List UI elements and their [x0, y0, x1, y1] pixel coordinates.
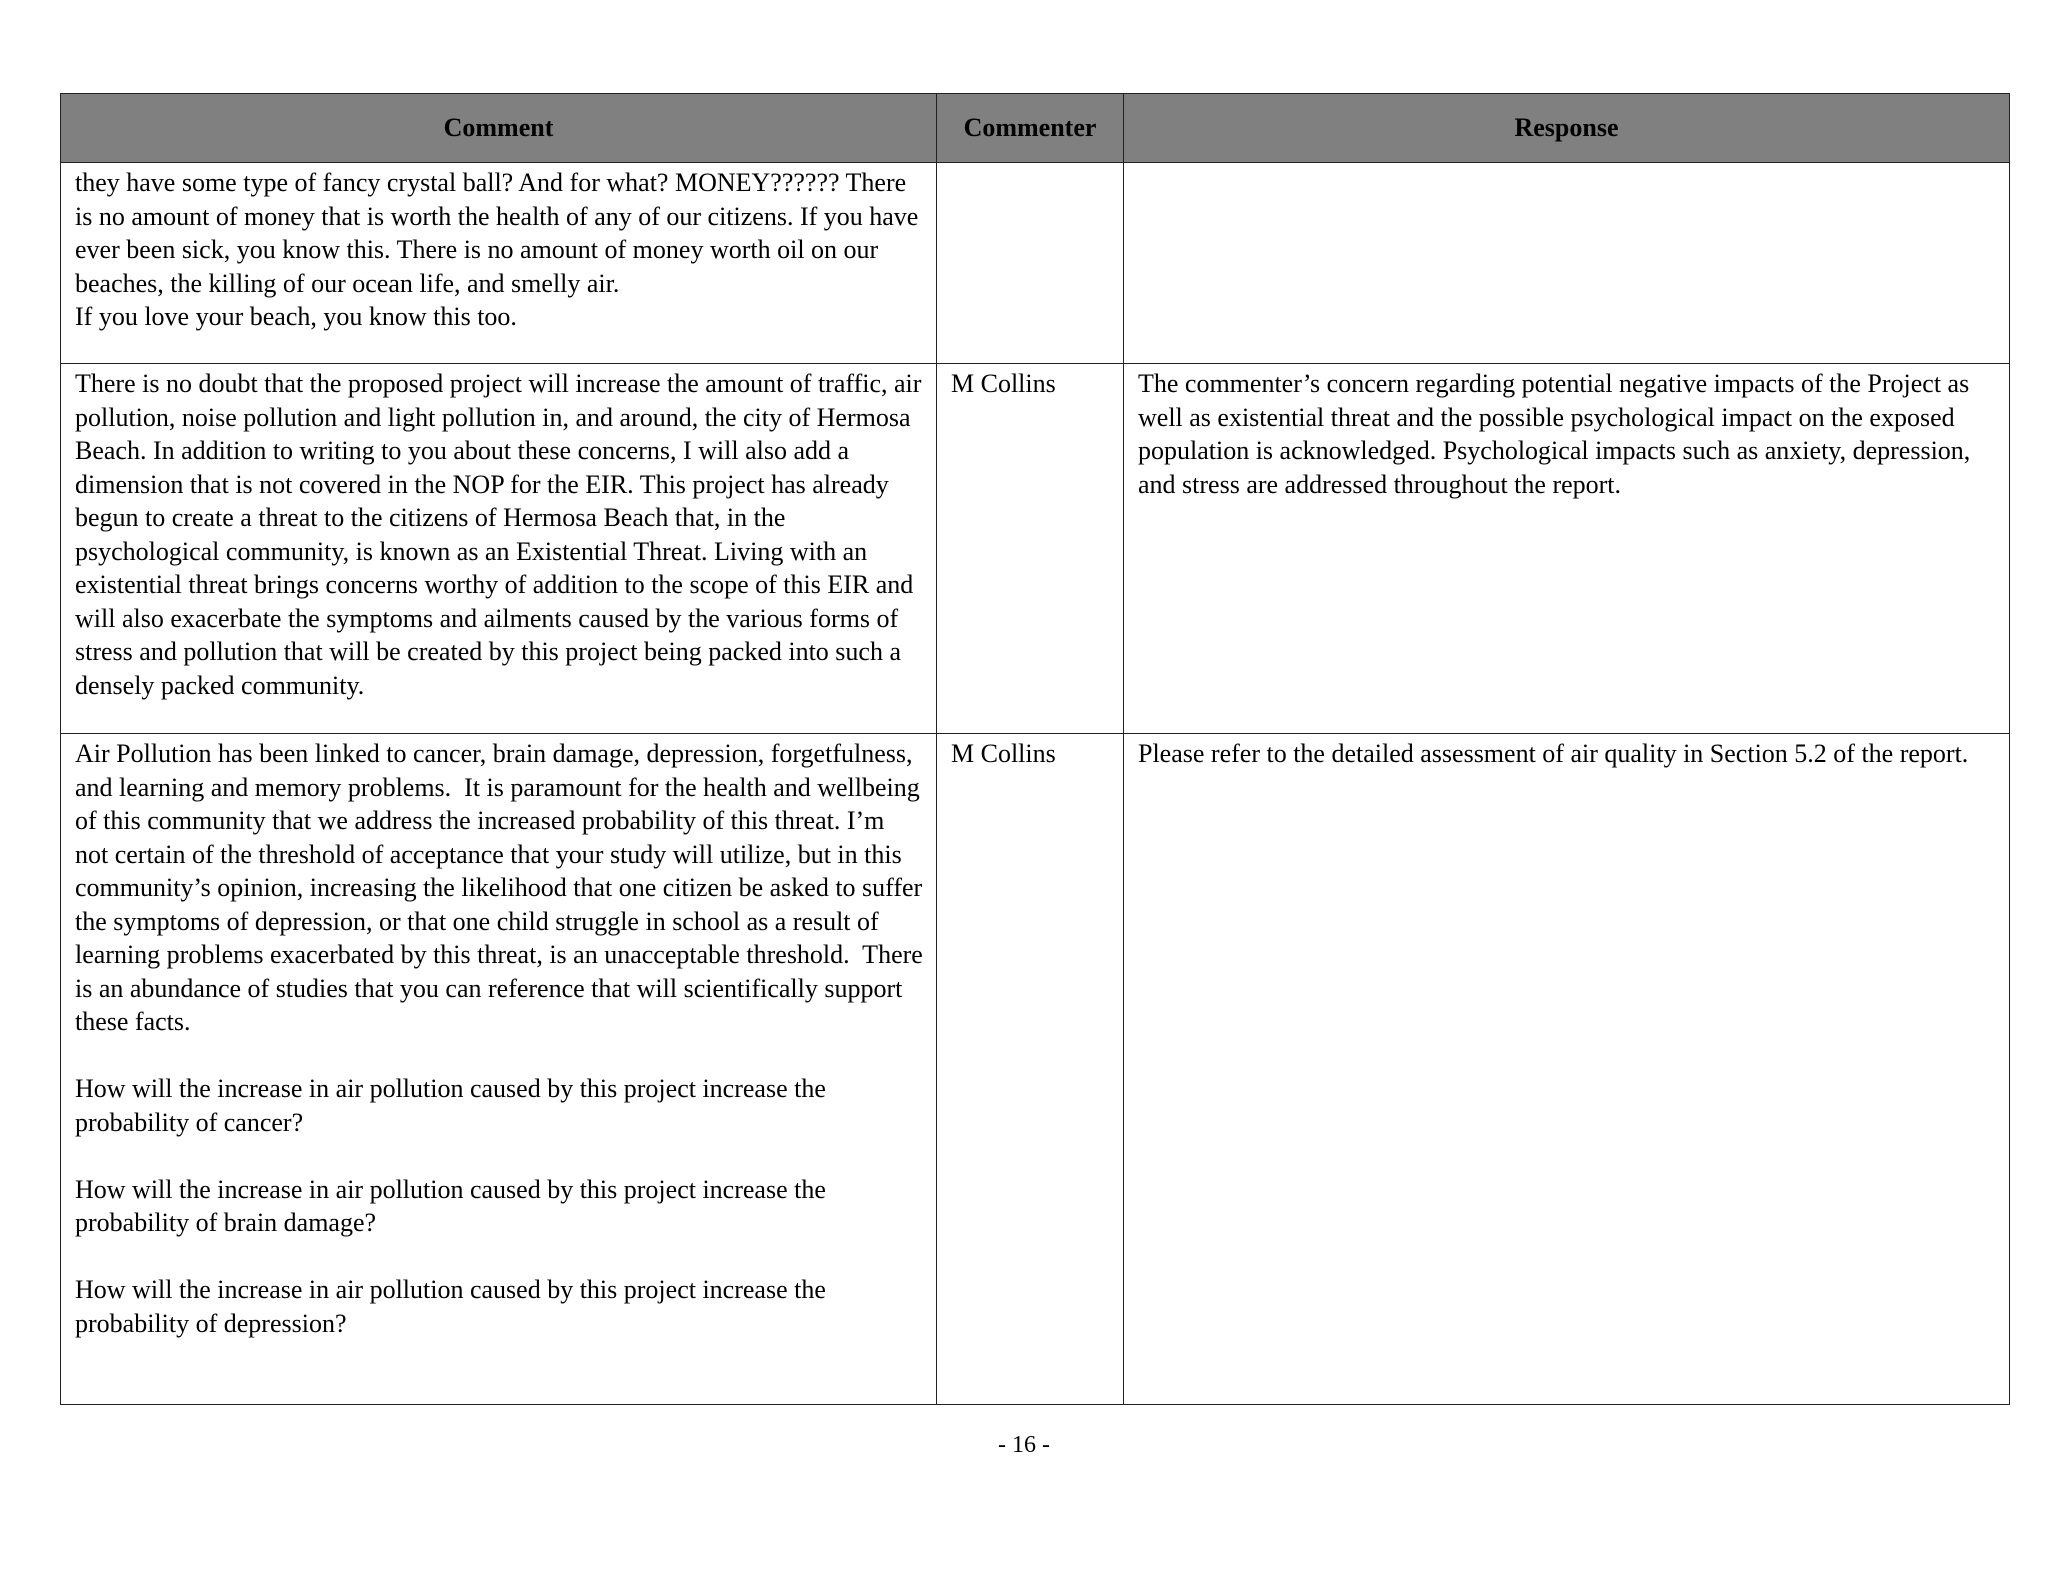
- comments-table: [60, 93, 2010, 1405]
- page-number: - 16 -: [998, 1432, 1050, 1458]
- table-row: [61, 734, 2010, 1405]
- comment-cell: [61, 163, 937, 364]
- comment-column-header: Comment: [61, 94, 937, 163]
- table-header-row: [61, 94, 2010, 163]
- commenter-cell: [937, 163, 1124, 364]
- paragraph-spacer: [75, 1240, 924, 1274]
- table-row: [61, 364, 2010, 734]
- comment-paragraph: How will the increase in air pollution caused by this project increase the probability of depression?: [75, 1275, 833, 1338]
- response-cell: [1124, 163, 2010, 364]
- commenter-cell: M Collins: [937, 734, 1124, 1405]
- comment-paragraph: If you love your beach, you know this too.: [75, 302, 517, 331]
- table-row: [61, 163, 2010, 364]
- comment-paragraph: Air Pollution has been linked to cancer, brain damage, depression, forgetfulness, and learning and memory problems. It is paramount for the health and wellbeing of this community that we address the increased probability of this threat. I’m not certain of the threshold of acceptance that your study will utilize, but in this community’s opinion, increasing the likelihood that one citizen be asked to suffer the symptoms of depression, or that one child struggle in school as a result of learning problems exacerbated by this threat, is an unacceptable threshold. There is an abundance of studies that you can reference that will scientifically support these facts.: [75, 739, 930, 1036]
- comment-paragraph: How will the increase in air pollution caused by this project increase the probability of cancer?: [75, 1074, 833, 1137]
- comment-paragraph: How will the increase in air pollution caused by this project increase the probability of brain damage?: [75, 1174, 833, 1237]
- comment-cell: [61, 734, 937, 1405]
- comment-paragraph: they have some type of fancy crystal ball? And for what? MONEY?????? There is no amount of money that is worth the health of any of our citizens. If you have ever been sick, you know this. There is no amount of money worth oil on our beaches, the killing of our ocean life, and smelly air.: [75, 168, 925, 298]
- paragraph-spacer: [75, 1039, 924, 1073]
- response-column-header: Response: [1124, 94, 2010, 163]
- response-cell: The commenter’s concern regarding potential negative impacts of the Project as well as existential threat and the possible psychological impact on the exposed population is acknowledged. Psychological impacts such as anxiety, depression, and stress are addressed throughout the report.: [1124, 364, 2010, 734]
- response-cell: Please refer to the detailed assessment of air quality in Section 5.2 of the report.: [1124, 734, 2010, 1405]
- comment-cell: [61, 364, 937, 734]
- comment-paragraph: There is no doubt that the proposed project will increase the amount of traffic, air pollution, noise pollution and light pollution in, and around, the city of Hermosa Beach. In addition to writing to you about these concerns, I will also add a dimension that is not covered in the NOP for the EIR. This project has already begun to create a threat to the citizens of Hermosa Beach that, in the psychological community, is known as an Existential Threat. Living with an existential threat brings concerns worthy of addition to the scope of this EIR and will also exacerbate the symptoms and ailments caused by the various forms of stress and pollution that will be created by this project being packed into such a densely packed community.: [75, 369, 928, 700]
- commenter-cell: M Collins: [937, 364, 1124, 734]
- commenter-column-header: Commenter: [937, 94, 1124, 163]
- paragraph-spacer: [75, 1139, 924, 1173]
